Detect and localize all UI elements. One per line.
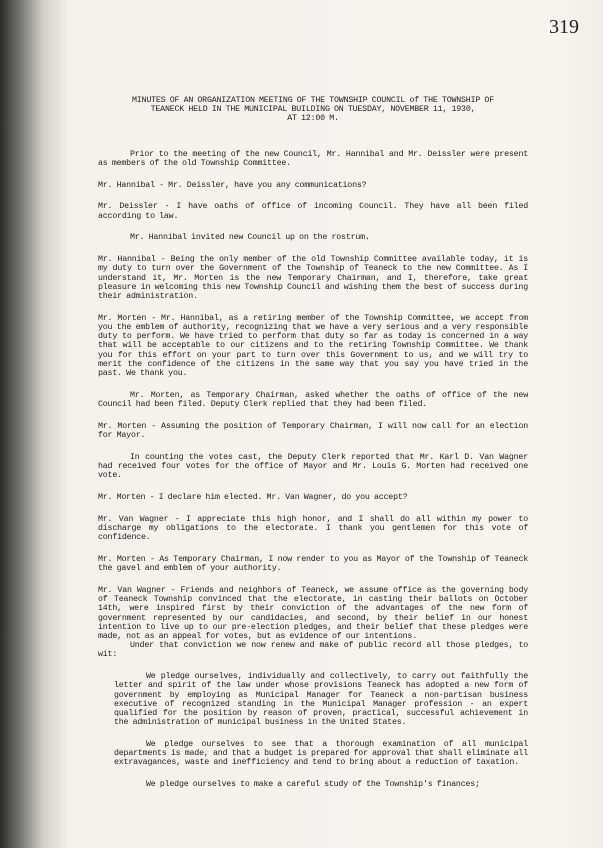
title-line: MINUTES OF AN ORGANIZATION MEETING OF THE TOWNSHIP COUNCIL of THE TOWNSHIP OF — [132, 96, 494, 105]
document-title — [98, 96, 528, 124]
paragraph: Mr. Van Wagner - Friends and neighbors of Teaneck, we assume office as the governing body of Teaneck Township convinced that the electorate, in casting their ballots on October 14th, were inspired first by their conviction of the advantages of the new form of government represented by our candidacies, and second, by their belief in our honest intention to live up to our pre-election pledges, and their belief that these pledges were made, not as an appeal for votes, but as evidence of our intentions. — [98, 586, 528, 642]
paragraph: Mr. Deissler - I have oaths of office of incoming Council. They have all been filed according to law. — [98, 202, 528, 221]
paragraph: Mr. Morten - Assuming the position of Temporary Chairman, I will now call for an election for Mayor. — [98, 421, 528, 441]
page-number: 319 — [549, 16, 579, 38]
paragraph: Mr. Morten - I declare him elected. Mr. Van Wagner, do you accept? — [98, 493, 408, 503]
minutes-body — [98, 96, 528, 802]
paragraph: Mr. Morten - Mr. Hannibal, as a retiring member of the Township Committee, we accept from you the emblem of authority, recognizing that we have a very serious and a very responsible duty to perform. We have tried to perform that duty so far as today is concerned in a way that will be acceptable to our citizens and to the retiring Township Committee. We thank you for this effort on your part to turn over this Government to us, and we will try to merit the confidence of the citizens in the same way that you say you have tried in the past. We thank you. — [98, 313, 528, 379]
title-line: TEANECK HELD IN THE MUNICIPAL BUILDING ON TUESDAY, NOVEMBER 11, 1930, — [150, 105, 476, 115]
pledge-paragraph: We pledge ourselves to see that a thorough examination of all municipal departments is made, and that a budget is prepared for approval that shall eliminate all extravagances, waste and inefficiency and tend to bring about a reduction of taxation. — [114, 740, 528, 768]
paragraph: Mr. Hannibal invited new Council up on the rostrum. — [130, 233, 370, 243]
pledge-paragraph: We pledge ourselves, individually and collectively, to carry out faithfully the letter and spirit of the law under whose provisions Teaneck has adopted a new form of government by employing as Municipal Manager for Teaneck a non-partisan business executive of recognized standing in the Municipal Manager profession - an expert qualified for the position by reason of proven, practical, successful achievement in the administration of municipal business in the United States. — [114, 672, 528, 728]
paragraph: Under that conviction we now renew and make of public record all those pledges, to wit: — [98, 641, 528, 660]
pledge-paragraph: We pledge ourselves to make a careful study of the Township's finances; — [146, 780, 480, 790]
paragraph: Mr. Van Wagner - I appreciate this high honor, and I shall do all within my power to discharge my obligations to the electorate. I thank you gentlemen for this vote of confidence. — [98, 514, 528, 543]
paragraph: Mr. Morten - As Temporary Chairman, I now render to you as Mayor of the Township of Teaneck the gavel and emblem of your authority. — [98, 555, 528, 574]
paragraph: In counting the votes cast, the Deputy Clerk reported that Mr. Karl D. Van Wagner had received four votes for the office of Mayor and Mr. Louis G. Morten had received one vote. — [98, 452, 528, 481]
paragraph: Mr. Hannibal - Being the only member of the old Township Committee available today, it is my duty to turn over the Government of the Township of Teaneck to the new Committee. As I understand it, Mr. Morten is the new Temporary Chairman, and I, therefore, take great pleasure in welcoming this new Township Council and wishing them the best of success during their administration. — [98, 255, 528, 302]
title-line: AT 12:00 M. — [287, 114, 339, 124]
paragraph: Mr. Morten, as Temporary Chairman, asked whether the oaths of office of the new Council had been filed. Deputy Clerk replied that they had been filed. — [98, 390, 528, 410]
paragraph: Prior to the meeting of the new Council, Mr. Hannibal and Mr. Deissler were present as members of the old Township Committee. — [98, 149, 528, 168]
paragraph: Mr. Hannibal - Mr. Deissler, have you any communications? — [98, 180, 367, 190]
